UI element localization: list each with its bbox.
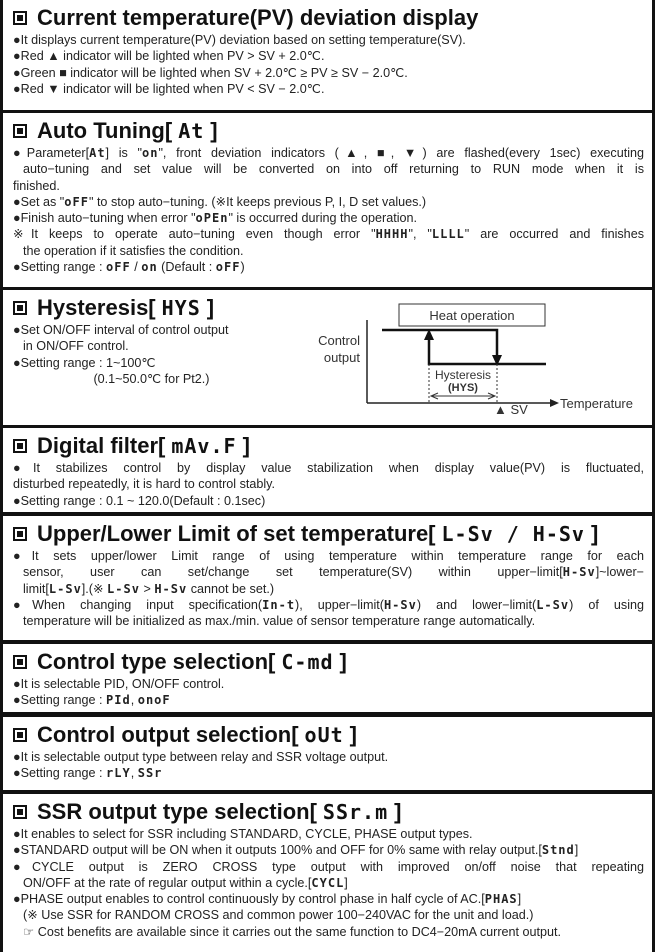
text-line (13, 907, 644, 923)
parameter-code: H-Sv (562, 565, 596, 580)
text-run: " are occurred and finishes (464, 227, 644, 242)
parameter-code: oUt (304, 723, 344, 747)
section-body (13, 32, 644, 97)
parameter-code: PHAS (484, 892, 518, 907)
section-body (13, 676, 644, 709)
text-run: ●Setting range : 0.1 ~ 120.0(Default : 0.1sec) (13, 493, 266, 508)
parameter-code: rLY (106, 766, 131, 781)
text-line (13, 65, 644, 81)
text-line (13, 581, 644, 597)
square-bullet-icon (13, 124, 27, 138)
text-line (13, 194, 644, 210)
section-limit-set-temperature (3, 516, 652, 640)
text-run: ) and lower−limit( (416, 597, 537, 612)
text-line (13, 355, 303, 371)
text-run: temperature will be initialized as max./min. value of sensor temperature range automatically. (23, 614, 536, 629)
text-run: ] (517, 892, 522, 907)
text-run: ●Set ON/OFF interval of control output (13, 323, 229, 337)
parameter-code: HYS (161, 296, 201, 320)
text-run: auto−tuning and set value will be converted on into off returning to RUN mode when it is (23, 162, 644, 177)
text-line (13, 32, 644, 48)
bracket-close: ] (349, 722, 357, 747)
bracket-close: ] (242, 433, 250, 458)
text-run: ", front deviation indicators (▲, ■, ▼) are flashed(every 1sec) executing (158, 146, 645, 160)
title-text: Current temperature(PV) deviation display (37, 5, 479, 30)
square-bullet-icon (13, 11, 27, 25)
parameter-code: C-md (281, 650, 334, 674)
section-digital-filter (3, 428, 652, 512)
text-line (13, 259, 644, 275)
text-run: in ON/OFF control. (23, 339, 129, 354)
title-text: Hysteresis[ (37, 295, 156, 320)
section-deviation-display (3, 0, 652, 110)
text-run: (Default : (157, 260, 216, 275)
bracket-close: ] (210, 118, 218, 143)
text-line (13, 178, 644, 194)
section-title (13, 432, 644, 460)
text-run: sensor, user can set/change set temperature(SV) within upper−limit[ (23, 565, 563, 580)
text-line (13, 145, 644, 161)
section-title (13, 4, 644, 32)
text-run: ●Green ■ indicator will be lighted when SV + 2.0℃ ≥ PV ≥ SV − 2.0℃. (13, 65, 408, 80)
parameter-code: H-Sv (383, 597, 417, 612)
text-line (13, 875, 644, 891)
text-line (13, 826, 644, 842)
parameter-code: CYCL (311, 875, 345, 890)
text-run: ) (240, 260, 245, 275)
text-line (13, 161, 644, 177)
text-run: ●It sets upper/lower Limit range of using temperature within temperature range for each (13, 549, 644, 563)
text-line (13, 338, 303, 354)
parameter-code: At (89, 146, 106, 160)
text-run: finished. (13, 178, 60, 193)
hysteresis-code: (HYS) (448, 382, 478, 394)
text-run: ●PHASE output enables to control continuously by control phase in half cycle of AC.[ (13, 892, 485, 907)
text-line (13, 226, 644, 242)
text-run: " is occurred during the operation. (228, 211, 418, 226)
x-axis-arrow-icon (550, 399, 559, 407)
text-run: ●STANDARD output will be ON when it outputs 100% and OFF for 0% same with relay output.[ (13, 843, 542, 858)
text-line (13, 613, 644, 629)
parameter-code: oFF (106, 260, 131, 275)
text-run: / (130, 260, 142, 275)
text-run: > (139, 581, 155, 596)
hysteresis-diagram (293, 290, 653, 425)
text-run: ●It displays current temperature(PV) deviation based on setting temperature(SV). (13, 33, 466, 47)
text-run: (0.1~50.0℃ for Pt2.) (13, 371, 210, 386)
section-body (13, 826, 644, 940)
text-line (13, 81, 644, 97)
text-run: (※ Use SSR for RANDOM CROSS and common power 100−240VAC for the unit and load.) (23, 908, 534, 923)
y-axis-label: Control (318, 333, 360, 348)
text-run: " to stop auto−tuning. (※It keeps previous P, I, D set values.) (88, 194, 427, 209)
section-auto-tuning (3, 113, 652, 287)
text-line (13, 749, 644, 765)
y-axis-label: output (323, 350, 360, 365)
text-line (13, 476, 644, 492)
text-run: ", " (408, 227, 432, 242)
parameter-code: L-Sv / H-Sv (441, 522, 585, 546)
output-line-off (429, 338, 546, 364)
section-title (13, 648, 644, 676)
section-body (13, 749, 644, 782)
text-run: ]~lower− (595, 565, 644, 580)
parameter-code: L-Sv (48, 581, 82, 596)
text-run: ] is " (105, 146, 142, 160)
title-text: Control output selection[ (37, 722, 299, 747)
parameter-code: on (141, 260, 158, 275)
text-run: ●Setting range : (13, 693, 107, 708)
section-body (13, 548, 644, 629)
section-title (13, 117, 644, 145)
text-run: , (130, 766, 138, 781)
text-run: ☞ Cost benefits are available since it carries out the same function to DC4−20mA current output. (23, 924, 562, 939)
text-line (13, 692, 644, 708)
text-run: ON/OFF at the rate of regular output within a cycle.[ (23, 875, 312, 890)
text-run: ●It stabilizes control by display value stabilization when display value(PV) is fluctuated, (13, 461, 644, 475)
text-run: ●Setting range : (13, 260, 107, 275)
text-run: ●Red ▲ indicator will be lighted when PV > SV + 2.0℃. (13, 49, 325, 64)
title-text: Auto Tuning[ (37, 118, 173, 143)
parameter-code: oFF (215, 260, 241, 275)
section-title (13, 520, 644, 548)
text-line (13, 322, 303, 338)
bracket-close: ] (394, 799, 402, 824)
parameter-code: SSr.m (322, 800, 389, 824)
text-run: ].(※ (81, 581, 108, 596)
parameter-code: Stnd (541, 843, 575, 858)
section-hysteresis (3, 290, 652, 425)
text-run: limit[ (23, 581, 49, 596)
x-axis-label: Temperature (560, 396, 633, 411)
heat-operation-label: Heat operation (429, 308, 515, 323)
square-bullet-icon (13, 527, 27, 541)
text-line (13, 842, 644, 858)
section-title (13, 721, 644, 749)
title-text: Upper/Lower Limit of set temperature[ (37, 521, 436, 546)
text-line (13, 859, 644, 875)
title-text: SSR output type selection[ (37, 799, 317, 824)
text-line (13, 924, 644, 940)
square-bullet-icon (13, 655, 27, 669)
output-line-on (382, 330, 497, 357)
parameter-code: H-Sv (154, 581, 188, 596)
text-line (13, 210, 644, 226)
text-line (13, 48, 644, 64)
text-line (13, 891, 644, 907)
parameter-code: In-t (262, 597, 296, 612)
text-line (13, 597, 644, 613)
parameter-code: onoF (137, 693, 171, 708)
parameter-code: oPEn (195, 211, 229, 226)
text-run: ●Set as " (13, 194, 65, 209)
text-run: cannot be set.) (187, 581, 275, 596)
text-run: ※It keeps to operate auto−tuning even though error " (13, 227, 376, 242)
parameter-code: PId (106, 693, 131, 708)
section-ssr-output-type (3, 794, 652, 952)
text-run: ●It is selectable PID, ON/OFF control. (13, 677, 225, 691)
square-bullet-icon (13, 728, 27, 742)
text-run: , (130, 693, 138, 708)
parameter-code: mAv.F (171, 434, 237, 458)
text-line (13, 493, 644, 509)
text-line (13, 460, 644, 476)
text-run: ] (574, 843, 579, 858)
bracket-close: ] (206, 295, 215, 320)
text-line (13, 564, 644, 580)
section-title (13, 798, 644, 826)
parameter-code: L-Sv (107, 581, 140, 596)
parameter-code: LLLL (431, 227, 465, 242)
text-run: ●Setting range : (13, 766, 107, 781)
parameter-code: At (178, 119, 205, 143)
text-run: ●Parameter[ (13, 146, 90, 160)
square-bullet-icon (13, 805, 27, 819)
square-bullet-icon (13, 439, 27, 453)
text-run: ●Setting range : 1~100℃ (13, 355, 156, 370)
text-run: ) of using (569, 597, 644, 612)
text-run: the operation if it satisfies the condition. (23, 243, 244, 258)
section-body (13, 460, 644, 509)
parameter-code: SSr (137, 766, 163, 781)
text-line (13, 676, 644, 692)
section-body (13, 322, 303, 387)
parameter-code: HHHH (375, 227, 409, 242)
text-run: ●It enables to select for SSR including STANDARD, CYCLE, PHASE output types. (13, 827, 473, 841)
text-run: ●Red ▼ indicator will be lighted when PV < SV − 2.0℃. (13, 81, 325, 96)
text-line (13, 243, 644, 259)
text-run: ●CYCLE output is ZERO CROSS type output with improved on/off noise that repeating (13, 859, 644, 874)
text-run: ●Finish auto−tuning when error " (13, 211, 196, 226)
square-bullet-icon (13, 301, 27, 315)
text-line (13, 371, 303, 387)
text-run: ] (344, 875, 348, 890)
section-control-type (3, 644, 652, 712)
text-run: ), upper−limit( (295, 597, 384, 612)
section-control-output (3, 717, 652, 790)
hysteresis-label: Hysteresis (434, 368, 492, 382)
text-run: ●When changing input specification( (13, 597, 263, 612)
section-body (13, 145, 644, 275)
text-run: ●It is selectable output type between relay and SSR voltage output. (13, 750, 389, 764)
text-line (13, 765, 644, 781)
bracket-close: ] (590, 521, 599, 546)
parameter-code: on (142, 146, 159, 160)
parameter-code: L-Sv (536, 597, 570, 612)
sv-marker: ▲ SV (494, 402, 528, 417)
bracket-close: ] (339, 649, 347, 674)
text-line (13, 548, 644, 564)
text-run: disturbed repeatedly, it is hard to control stably. (13, 477, 276, 492)
parameter-code: oFF (64, 194, 89, 209)
title-text: Digital filter[ (37, 433, 166, 458)
title-text: Control type selection[ (37, 649, 276, 674)
